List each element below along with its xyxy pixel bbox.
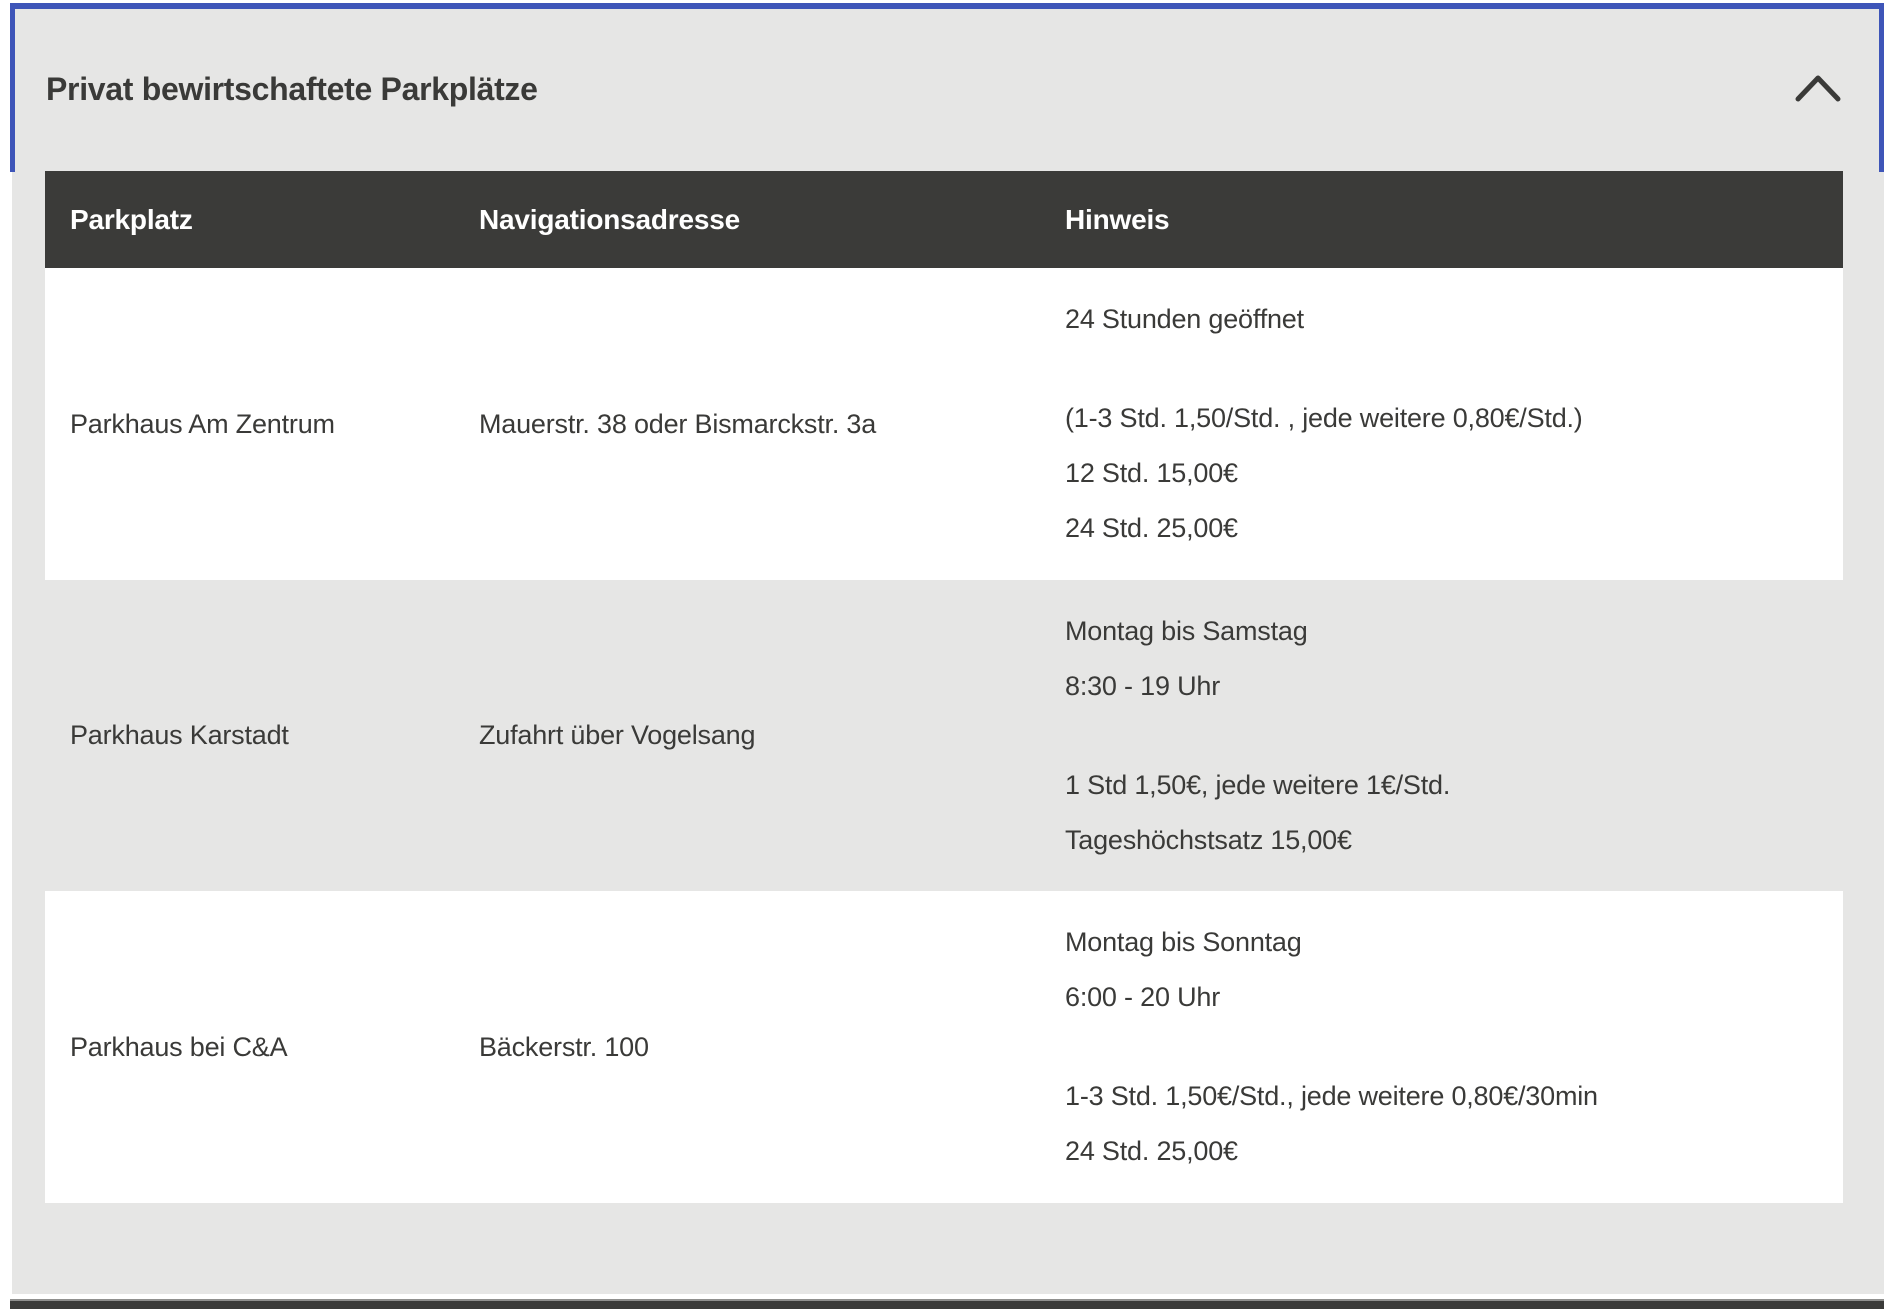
adresse-cell: Mauerstr. 38 oder Bismarckstr. 3a [479,408,877,439]
hinweis-paragraph [1065,915,1823,1025]
hinweis-line: 12 Std. 15,00€ [1065,458,1238,488]
hinweis-paragraph [1065,604,1823,714]
hinweis-line: Montag bis Samstag [1065,615,1308,646]
parkplatz-cell: Parkhaus Am Zentrum [70,408,335,439]
table-header-row [45,171,1843,268]
column-header-navigationsadresse: Navigationsadresse [454,171,1040,268]
parkplatz-cell: Parkhaus bei C&A [70,1031,288,1062]
adresse-cell: Bäckerstr. 100 [479,1031,649,1062]
hinweis-line: 8:30 - 19 Uhr [1065,670,1220,701]
table-row [45,891,1843,1203]
hinweis-cell [1040,580,1843,891]
table-row [45,580,1843,891]
hinweis-paragraph [1065,758,1823,868]
hinweis-paragraph [1065,391,1823,556]
hinweis-line: 6:00 - 20 Uhr [1065,982,1220,1012]
hinweis-line: (1-3 Std. 1,50/Std. , jede weitere 0,80€/Std.) [1065,403,1583,433]
hinweis-line: 24 Std. 25,00€ [1065,513,1238,543]
hinweis-line: 24 Stunden geöffnet [1065,304,1304,334]
column-header-hinweis: Hinweis [1040,171,1843,268]
hinweis-paragraph [1065,292,1823,347]
table-row [45,268,1843,580]
parking-table [45,171,1843,1203]
focus-ring-right [1879,3,1884,172]
accordion-header-button[interactable] [15,9,1879,171]
column-header-parkplatz: Parkplatz [45,171,454,268]
next-section-top-edge [10,1299,1884,1309]
hinweis-line: 1-3 Std. 1,50€/Std., jede weitere 0,80€/30min [1065,1081,1598,1111]
chevron-up-icon[interactable] [1793,72,1843,104]
parkplatz-cell: Parkhaus Karstadt [70,720,289,750]
accordion-title: Privat bewirtschaftete Parkplätze [46,71,538,107]
hinweis-line: Tageshöchstsatz 15,00€ [1065,824,1352,855]
adresse-cell: Zufahrt über Vogelsang [479,720,756,750]
hinweis-line: 1 Std 1,50€, jede weitere 1€/Std. [1065,769,1451,800]
hinweis-paragraph [1065,1069,1823,1179]
hinweis-cell [1040,268,1843,580]
hinweis-cell [1040,891,1843,1203]
hinweis-line: Montag bis Sonntag [1065,927,1302,957]
hinweis-line: 24 Std. 25,00€ [1065,1136,1238,1166]
